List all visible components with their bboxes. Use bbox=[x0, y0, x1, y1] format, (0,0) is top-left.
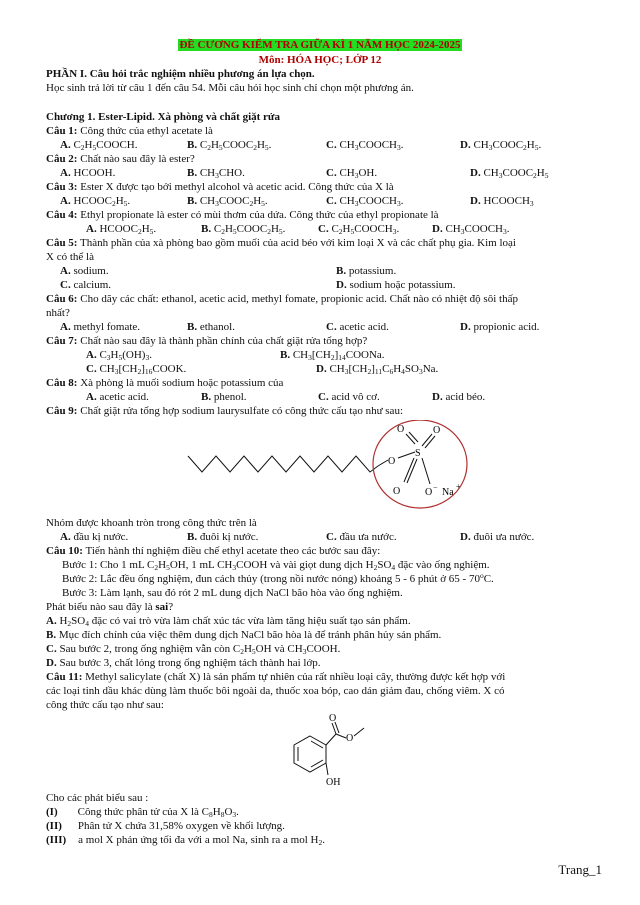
hydroxyl-label: OH bbox=[326, 777, 341, 788]
q10-option-d: D. Sau bước 3, chất lỏng trong ống nghiệm tách thành hai lớp. bbox=[46, 657, 321, 669]
q1-option-c: C. $CH_3COOCH_3$. bbox=[326, 139, 404, 152]
q5-option-b: B. potassium. bbox=[336, 265, 397, 277]
question-8: Câu 8: Xà phòng là muối sodium hoặc potassium của bbox=[46, 377, 284, 389]
question-11-statements-intro: Cho các phát biểu sau : bbox=[46, 792, 149, 804]
q1-option-d: D. $CH_3COOC_2H_5$. bbox=[460, 139, 542, 152]
q6-option-d: D. propionic acid. bbox=[460, 321, 540, 333]
question-11: Câu 11: Methyl salicylate (chất X) là sản phẩm tự nhiên của rất nhiều loại cây, thường được kết hợp với bbox=[46, 671, 506, 683]
carbonyl-oxygen-label: O bbox=[329, 713, 337, 724]
q9-option-c: C. đầu ưa nước. bbox=[326, 531, 397, 543]
question-6-cont: nhất? bbox=[46, 307, 70, 319]
statement-1: (I) Công thức phân tử của X là $C_8H_8O_3$. bbox=[46, 806, 239, 819]
statement-2: (II) Phân tử X chứa 31,58% oxygen về khối lượng. bbox=[46, 820, 285, 832]
bottom-oxygen-label: O bbox=[393, 486, 401, 497]
q8-option-d: D. acid béo. bbox=[432, 391, 486, 403]
q10-option-b: B. Mục đích chính của việc thêm dung dịch NaCl bão hòa là để tránh phân hủy sản phẩm. bbox=[46, 629, 442, 641]
sodium-lauryl-sulfate-structure bbox=[180, 420, 480, 516]
q6-option-a: A. methyl fomate. bbox=[60, 321, 141, 333]
q6-option-b: B. ethanol. bbox=[187, 321, 235, 333]
sodium-label: Na bbox=[442, 487, 454, 498]
question-11-line-2: các loại tinh dầu khác dùng làm thuốc bôi ngoài da, thuốc xoa bóp, cao dán giảm đau, chống viêm. X có bbox=[46, 685, 505, 697]
q8-option-c: C. acid vô cơ. bbox=[318, 391, 380, 403]
statement-3: (III) a mol X phản ứng tối đa với a mol Na, sinh ra a mol $H_2$. bbox=[46, 834, 325, 847]
question-10: Câu 10: Tiến hành thí nghiệm điều chế ethyl acetate theo các bước sau đây: bbox=[46, 545, 381, 557]
question-1: Câu 1: Công thức của ethyl acetate là bbox=[46, 125, 213, 137]
top-right-oxygen-label: O bbox=[433, 425, 441, 436]
ester-oxygen-label: O bbox=[388, 456, 396, 467]
question-9: Câu 9: Chất giặt rửa tổng hợp sodium laurysulfate có công thức cấu tạo như sau: bbox=[46, 405, 403, 417]
q3-option-d: D. $HCOOCH_3$ bbox=[470, 195, 534, 208]
document-subject: Môn: HÓA HỌC; LỚP 12 bbox=[258, 54, 382, 66]
sulfur-label: S bbox=[415, 448, 421, 459]
q7-option-a: A. $C_3H_5(OH)_3$. bbox=[86, 349, 152, 362]
plus-charge: + bbox=[456, 482, 461, 491]
q5-option-a: A. sodium. bbox=[60, 265, 109, 277]
q9-option-a: A. đầu kị nước. bbox=[60, 531, 129, 543]
q4-option-b: B. $C_2H_5COOC_2H_5$. bbox=[201, 223, 286, 236]
page-number: Trang_1 bbox=[558, 862, 602, 877]
part-instruction: Học sinh trả lời từ câu 1 đến câu 54. Mỗi câu hỏi học sinh chỉ chọn một phương án. bbox=[46, 82, 414, 94]
q1-option-b: B. $C_2H_5COOC_2H_5$. bbox=[187, 139, 272, 152]
q7-option-b: B. $CH_3[CH_2]_{14}COONa$. bbox=[280, 349, 385, 362]
q10-ask: Phát biểu nào sau đây là sai? bbox=[46, 601, 174, 613]
q10-option-c: C. Sau bước 2, trong ống nghiệm vẫn còn $C_2H_5OH$ và $CH_3COOH$. bbox=[46, 643, 341, 656]
q5-option-d: D. sodium hoặc potassium. bbox=[336, 279, 456, 291]
question-5-cont: X có thể là bbox=[46, 251, 94, 263]
q10-step-2: Bước 2: Lắc đều ống nghiệm, đun cách thủy (trong nồi nước nóng) khoảng 5 - 6 phút ở 65 - 70$^o$C. bbox=[62, 571, 494, 585]
q2-option-c: C. $CH_3OH$. bbox=[326, 167, 378, 180]
q10-option-a: A. $H_2SO_4$ đặc có vai trò vừa làm chất xúc tác vừa làm tăng hiệu suất tạo sản phẩm. bbox=[46, 615, 411, 628]
question-4: Câu 4: Ethyl propionate là ester có mùi thơm của dứa. Công thức của ethyl propionate là bbox=[46, 209, 439, 221]
document-title: ĐỀ CƯƠNG KIỂM TRA GIỮA KÌ 1 NĂM HỌC 2024-2025 bbox=[179, 39, 461, 51]
q8-option-b: B. phenol. bbox=[201, 391, 247, 403]
q4-option-d: D. $CH_3COOCH_3$. bbox=[432, 223, 510, 236]
q2-option-a: A. HCOOH. bbox=[60, 167, 116, 179]
question-6: Câu 6: Cho dãy các chất: ethanol, acetic acid, methyl fomate, propionic acid. Chất nào có nhiệt độ sôi thấp bbox=[46, 293, 518, 305]
q2-option-b: B. $CH_3CHO$. bbox=[187, 167, 245, 180]
q8-option-a: A. acetic acid. bbox=[86, 391, 149, 403]
question-11-line-3: công thức cấu tạo như sau: bbox=[46, 699, 164, 711]
q4-option-c: C. $C_2H_5COOCH_3$. bbox=[318, 223, 400, 236]
question-2: Câu 2: Chất nào sau đây là ester? bbox=[46, 153, 195, 165]
anion-oxygen-label: O bbox=[425, 487, 433, 498]
question-5: Câu 5: Thành phần của xà phòng bao gồm muối của acid béo với kim loại X và các chất phụ gia. Kim loại bbox=[46, 237, 516, 249]
q6-option-c: C. acetic acid. bbox=[326, 321, 389, 333]
methyl-salicylate-structure bbox=[280, 712, 370, 788]
q4-option-a: A. $HCOOC_2H_5$. bbox=[86, 223, 157, 236]
minus-charge: − bbox=[433, 483, 438, 492]
q10-step-1: Bước 1: Cho 1 mL $C_2H_5OH$, 1 mL $CH_3COOH$ và vài giọt dung dịch $H_2SO_4$ đặc vào ống nghiệm. bbox=[62, 559, 490, 572]
q3-option-c: C. $CH_3COOCH_3$. bbox=[326, 195, 404, 208]
ester-oxygen-label: O bbox=[346, 733, 354, 744]
q9-option-d: D. đuôi ưa nước. bbox=[460, 531, 535, 543]
question-3: Câu 3: Ester X được tạo bởi methyl alcohol và acetic acid. Công thức của X là bbox=[46, 181, 394, 193]
q7-option-d: D. $CH_3[CH_2]_{11}C_6H_4SO_3Na$. bbox=[316, 363, 439, 376]
q3-option-b: B. $CH_3COOC_2H_5$. bbox=[187, 195, 268, 208]
q7-option-c: C. $CH_3[CH_2]_{16}COOK$. bbox=[86, 363, 187, 376]
q9-option-b: B. đuôi kị nước. bbox=[187, 531, 259, 543]
q2-option-d: D. $CH_3COOC_2H_5$ bbox=[470, 167, 549, 180]
question-9-cont: Nhóm được khoanh tròn trong công thức trên là bbox=[46, 517, 257, 529]
part-heading: PHẦN I. Câu hỏi trắc nghiệm nhiều phương án lựa chọn. bbox=[46, 68, 315, 80]
q5-option-c: C. calcium. bbox=[60, 279, 112, 291]
q1-option-a: A. $C_2H_5COOCH$. bbox=[60, 139, 138, 152]
top-left-oxygen-label: O bbox=[397, 424, 405, 435]
q3-option-a: A. $HCOOC_2H_5$. bbox=[60, 195, 131, 208]
chapter-heading: Chương 1. Ester-Lipid. Xà phòng và chất giặt rửa bbox=[46, 111, 281, 123]
q10-step-3: Bước 3: Làm lạnh, sau đó rót 2 mL dung dịch NaCl bão hòa vào ống nghiệm. bbox=[62, 587, 403, 599]
question-7: Câu 7: Chất nào sau đây là thành phần chính của chất giặt rửa tổng hợp? bbox=[46, 335, 368, 347]
